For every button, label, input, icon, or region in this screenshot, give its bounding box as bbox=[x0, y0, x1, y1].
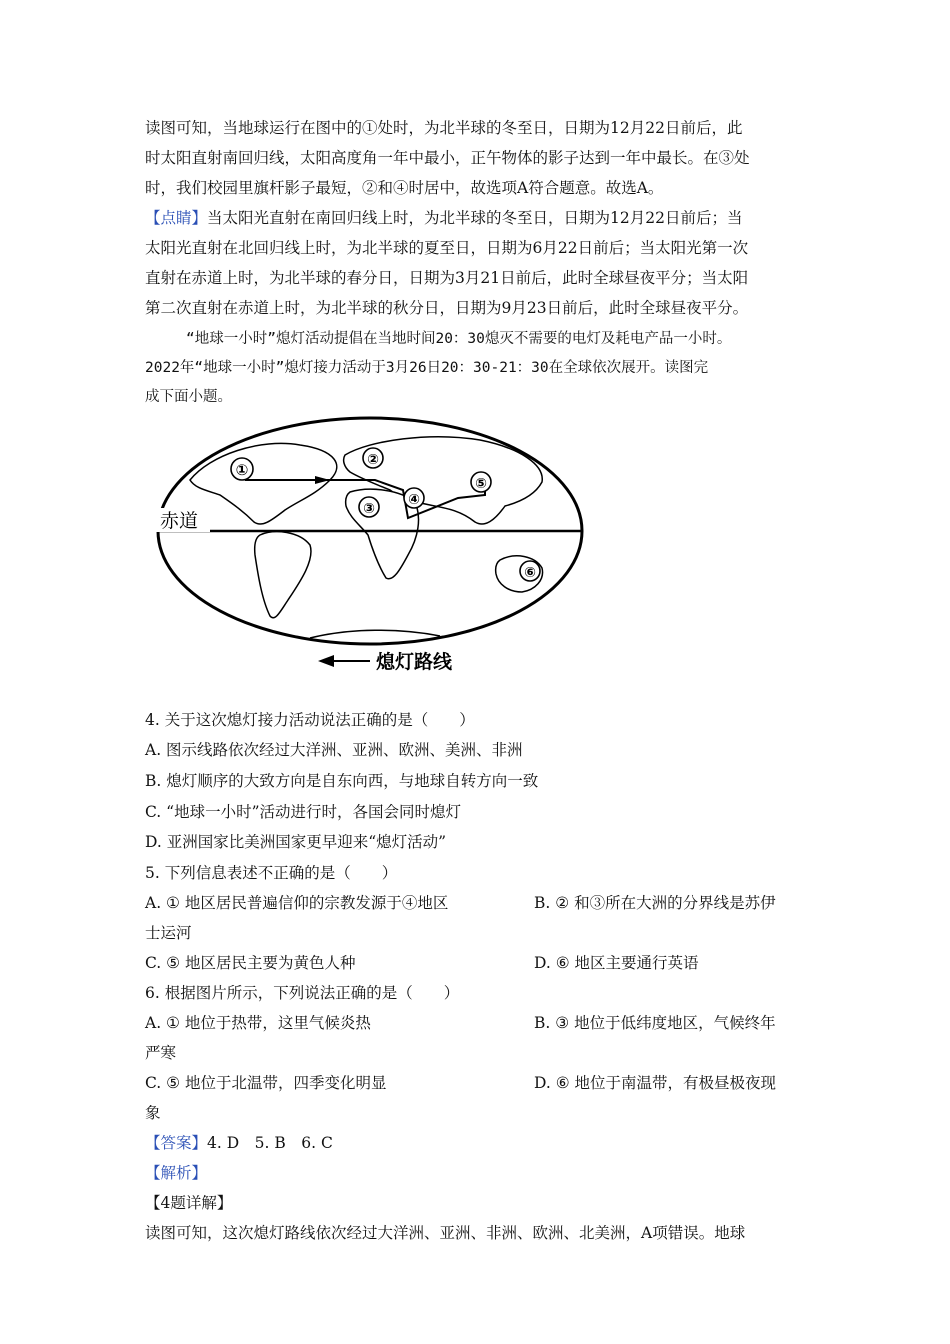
marker-4-label: ④ bbox=[408, 492, 420, 508]
question-5-option-b-continued: 士运河 bbox=[145, 924, 192, 942]
question-5-option-b: B. ② 和③所在大洲的分界线是苏伊 bbox=[534, 894, 776, 912]
question-5-option-d: D. ⑥ 地区主要通行英语 bbox=[534, 954, 699, 972]
intro-line-1: “地球一小时”熄灯活动提倡在当地时间20：30熄灭不需要的电灯及耗电产品一小时。 bbox=[186, 331, 732, 347]
question-5-option-a: A. ① 地区居民普遍信仰的宗教发源于④地区 bbox=[145, 894, 449, 912]
detail-line-1: 读图可知，这次熄灯路线依次经过大洋洲、亚洲、非洲、欧洲、北美洲，A项错误。地球 bbox=[145, 1224, 746, 1242]
question-6-option-d-continued: 象 bbox=[145, 1104, 161, 1122]
equator-label: 赤道 bbox=[160, 510, 199, 532]
explanation-line-3: 时，我们校园里旗杆影子最短，②和④时居中，故选项A符合题意。故选A。 bbox=[145, 179, 664, 197]
question-5: 5. 下列信息表述不正确的是（ ） bbox=[145, 864, 398, 882]
question-4-option-b: B. 熄灯顺序的大致方向是自东向西，与地球自转方向一致 bbox=[145, 772, 539, 790]
question-4-option-d: D. 亚洲国家比美洲国家更早迎来“熄灯活动” bbox=[145, 833, 447, 851]
question-4-option-a: A. 图示线路依次经过大洋洲、亚洲、欧洲、美洲、非洲 bbox=[145, 741, 523, 759]
tip-line-3: 直射在赤道上时，为北半球的春分日，日期为3月21日前后，此时全球昼夜平分；当太阳 bbox=[145, 269, 749, 287]
question-4: 4. 关于这次熄灯接力活动说法正确的是（ ） bbox=[145, 711, 475, 729]
legend-arrowhead bbox=[318, 655, 334, 667]
tip-text-1: 当太阳光直射在南回归线上时，为北半球的冬至日，日期为12月22日前后；当 bbox=[207, 209, 743, 227]
marker-5 bbox=[471, 472, 491, 492]
question-4-option-c: C. “地球一小时”活动进行时，各国会同时熄灯 bbox=[145, 803, 462, 821]
intro-line-2: 2022年“地球一小时”熄灯接力活动于3月26日20：30-21：30在全球依次展开。读图完 bbox=[145, 360, 709, 376]
question-6-option-d: D. ⑥ 地位于南温带，有极昼极夜现 bbox=[534, 1074, 777, 1092]
question-6-option-c: C. ⑤ 地位于北温带，四季变化明显 bbox=[145, 1074, 387, 1092]
marker-6 bbox=[520, 561, 540, 581]
question-6-option-a: A. ① 地位于热带，这里气候炎热 bbox=[145, 1014, 371, 1032]
marker-4 bbox=[404, 488, 424, 508]
tip-line-1 bbox=[145, 208, 742, 228]
legend-label: 熄灯路线 bbox=[376, 651, 453, 673]
answer-text: 4. D 5. B 6. C bbox=[207, 1134, 333, 1152]
marker-2-label: ② bbox=[367, 452, 379, 468]
question-6: 6. 根据图片所示，下列说法正确的是（ ） bbox=[145, 984, 460, 1002]
tip-line-2: 太阳光直射在北回归线上时，为北半球的夏至日，日期为6月22日前后；当太阳光第一次 bbox=[145, 239, 749, 257]
detail-label: 【4题详解】 bbox=[145, 1194, 233, 1212]
marker-1 bbox=[231, 458, 253, 480]
marker-5-label: ⑤ bbox=[475, 476, 487, 492]
answer-line bbox=[145, 1133, 333, 1153]
explanation-line-1: 读图可知，当地球运行在图中的①处时，为北半球的冬至日，日期为12月22日前后，此 bbox=[145, 119, 743, 137]
question-5-option-c: C. ⑤ 地区居民主要为黄色人种 bbox=[145, 954, 356, 972]
tip-line-4: 第二次直射在赤道上时，为北半球的秋分日，日期为9月23日前后，此时全球昼夜平分。 bbox=[145, 299, 749, 317]
analysis-label: 【解析】 bbox=[145, 1164, 208, 1182]
marker-3 bbox=[359, 497, 379, 517]
marker-1-label: ① bbox=[235, 461, 249, 479]
marker-6-label: ⑥ bbox=[524, 565, 536, 581]
question-6-option-b: B. ③ 地位于低纬度地区，气候终年 bbox=[534, 1014, 776, 1032]
explanation-line-2: 时太阳直射南回归线，太阳高度角一年中最小，正午物体的影子达到一年中最长。在③处 bbox=[145, 149, 750, 167]
tip-label: 【点睛】 bbox=[145, 209, 208, 227]
answer-label: 【答案】 bbox=[145, 1134, 208, 1152]
question-6-option-b-continued: 严寒 bbox=[145, 1044, 177, 1062]
marker-3-label: ③ bbox=[363, 501, 375, 517]
intro-line-3: 成下面小题。 bbox=[145, 389, 232, 405]
marker-2 bbox=[363, 448, 383, 468]
world-map-figure bbox=[150, 410, 590, 678]
